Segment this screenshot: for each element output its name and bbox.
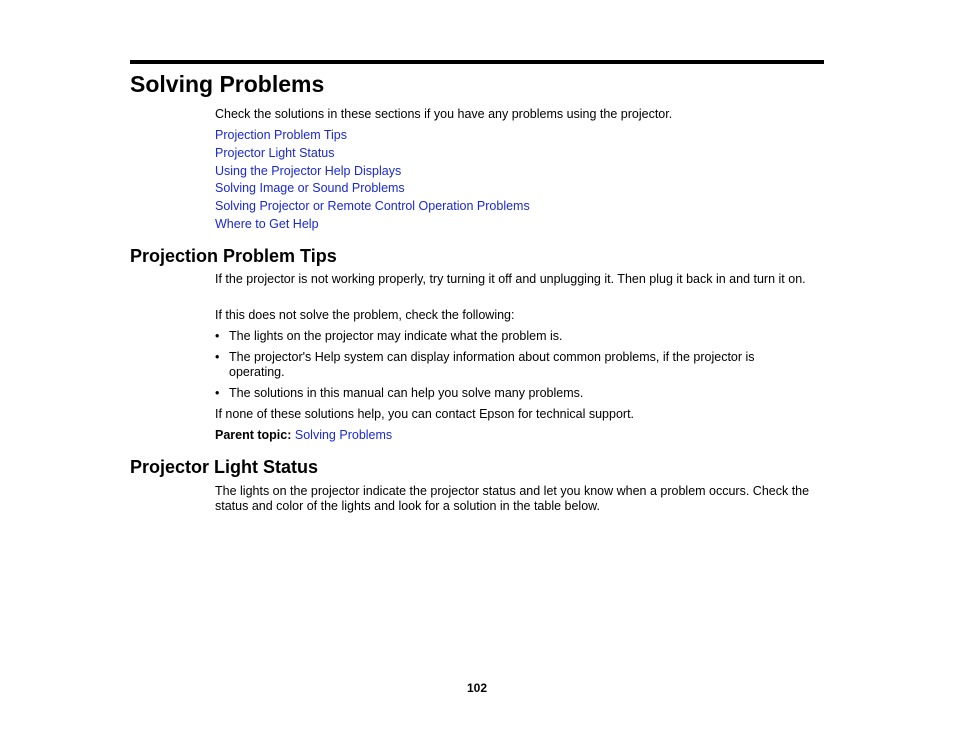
toc-link-label[interactable]: Projector Light Status: [215, 146, 335, 160]
bullet-marker: •: [215, 329, 220, 343]
parent-topic: [215, 428, 820, 443]
toc-link-label[interactable]: Projection Problem Tips: [215, 128, 348, 142]
toc-link-label[interactable]: Solving Projector or Remote Control Operation Problems: [215, 199, 530, 213]
section-heading-projection-problem-tips: Projection Problem Tips: [130, 246, 337, 266]
toc-link-label[interactable]: Where to Get Help: [215, 217, 319, 231]
parent-topic-link[interactable]: Solving Problems: [294, 428, 393, 442]
toc-link-remote-control-problems[interactable]: [215, 199, 530, 214]
toc-link-label[interactable]: Solving Image or Sound Problems: [215, 181, 405, 195]
page-number: 102: [466, 681, 488, 695]
toc-link-image-sound-problems[interactable]: [215, 181, 405, 196]
bullet-marker: •: [215, 350, 220, 364]
parent-topic-label: Parent topic:: [215, 428, 292, 442]
toc-link-help-displays[interactable]: [215, 164, 401, 179]
bullet-text: The projector's Help system can display information about common problems, if the projector is operating.: [229, 350, 755, 379]
section1-paragraph-2: If this does not solve the problem, check the following:: [215, 308, 515, 322]
toc-link-projection-problem-tips[interactable]: [215, 128, 347, 143]
toc-link-label[interactable]: Using the Projector Help Displays: [215, 164, 402, 178]
section1-paragraph-1: If the projector is not working properly, try turning it off and unplugging it. Then plug it back in and turn it on.: [215, 272, 806, 286]
section1-paragraph-3: If none of these solutions help, you can contact Epson for technical support.: [215, 407, 635, 421]
bullet-marker: •: [215, 386, 220, 400]
section-heading-projector-light-status: Projector Light Status: [130, 457, 319, 477]
intro-text: Check the solutions in these sections if you have any problems using the projector.: [215, 107, 673, 121]
toc-link-where-to-get-help[interactable]: [215, 217, 319, 232]
page-title: Solving Problems: [130, 71, 325, 97]
bullet-text: The solutions in this manual can help you solve many problems.: [229, 386, 584, 400]
top-rule: [130, 60, 824, 64]
toc-link-projector-light-status[interactable]: [215, 146, 335, 161]
bullet-text: The lights on the projector may indicate what the problem is.: [229, 329, 563, 343]
section2-paragraph-1: The lights on the projector indicate the projector status and let you know when a problem occurs. Check the status and color of the lights and look for a solution in the table below.: [215, 484, 810, 513]
